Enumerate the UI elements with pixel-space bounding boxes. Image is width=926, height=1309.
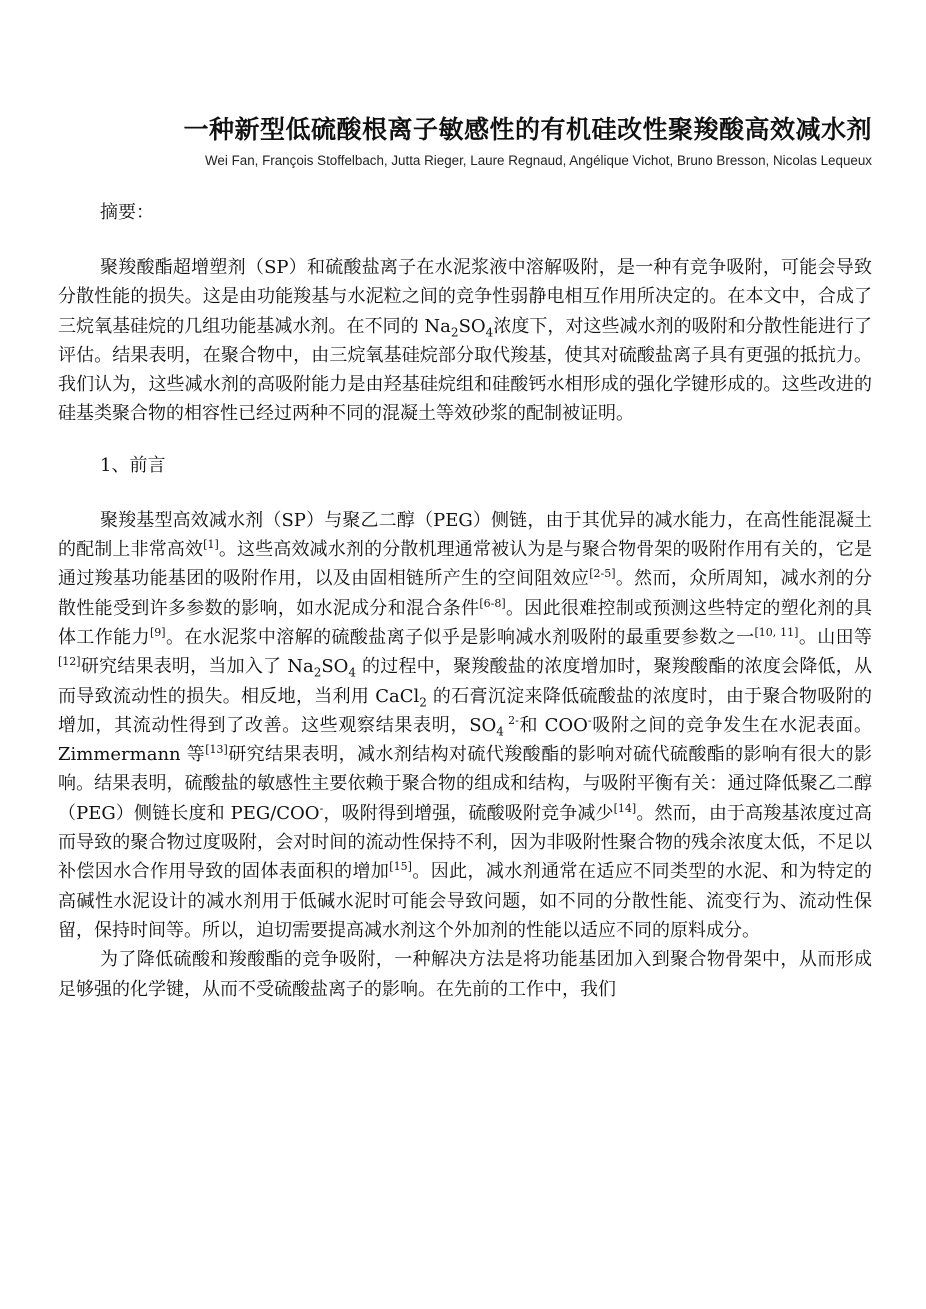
- paper-title: 一种新型低硫酸根离子敏感性的有机硅改性聚羧酸高效减水剂: [183, 115, 872, 144]
- citation-ref: [6-8]: [479, 596, 506, 610]
- citation-ref: [9]: [149, 625, 166, 639]
- citation-ref: [1]: [203, 538, 219, 552]
- paper-page: [58, 110, 872, 1004]
- citation-ref: [14]: [613, 801, 637, 815]
- intro-paragraph-2: 为了降低硫酸和羧酸酯的竞争吸附，一种解决方法是将功能基团加入到聚合物骨架中，从而形成足够强的化学键，从而不受硫酸盐离子的影响。在先前的工作中，我们: [58, 949, 872, 1000]
- citation-ref: [10, 11]: [754, 625, 799, 639]
- author-list: Wei Fan, François Stoffelbach, Jutta Rieger, Laure Regnaud, Angélique Vichot, Bruno Bresson, Nicolas Lequeux: [205, 153, 872, 168]
- citation-ref: [15]: [389, 860, 412, 874]
- citation-ref: [2-5]: [589, 567, 616, 581]
- section-heading-introduction: 1、前言: [100, 454, 166, 476]
- citation-ref: [12]: [58, 655, 81, 669]
- abstract-paragraph: 聚羧酸酯超增塑剂（SP）和硫酸盐离子在水泥浆液中溶解吸附，是一种有竞争吸附，可能会导致分散性能的损失。这是由功能羧基与水泥粒之间的竞争性弱静电相互作用所决定的。在本文中，合成了三烷氧基硅烷的几组功能基减水剂。在不同的 $Na_2SO_4$浓度下，对这些减水剂的吸附和分散性能进行了评估。结果表明，在聚合物中，由三烷氧基硅烷部分取代羧基，使其对硫酸盐离子具有更强的抵抗力。我们认为，这些减水剂的高吸附能力是由羟基硅烷组和硅酸钙水相形成的强化学键形成的。这些改进的硅基类聚合物的相容性已经过两种不同的混凝土等效砂浆的配制被证明。: [58, 257, 873, 425]
- citation-ref: [13]: [205, 743, 228, 757]
- abstract-heading: 摘要：: [100, 202, 154, 223]
- intro-paragraph-1: 聚羧基型高效减水剂（SP）与聚乙二醇（PEG）侧链，由于其优异的减水能力，在高性能混凝土的配制上非常高效[1]。这些高效减水剂的分散机理通常被认为是与聚合物骨架的吸附作用有关的，它是通过羧基功能基团的吸附作用，以及由固相链所产生的空间阻效应[2-5]。然而，众所周知，减水剂的分散性能受到许多参数的影响，如水泥成分和混合条件[6-8]。因此很难控制或预测这些特定的塑化剂的具体工作能力[9]。在水泥浆中溶解的硫酸盐离子似乎是影响减水剂吸附的最重要参数之一[10, 11]。山田等[12]研究结果表明，当加入了 $Na_2SO_4$ 的过程中，聚羧酸盐的浓度增加时，聚羧酸酯的浓度会降低，从而导致流动性的损失。相反地，当利用 CaCl$_2$ 的石膏沉淀来降低硫酸盐的浓度时，由于聚合物吸附的增加，其流动性得到了改善。这些观察结果表明，$SO_4$ $^{2-}$和 COO-吸附之间的竞争发生在水泥表面。Zimmermann 等[13]研究结果表明，减水剂结构对硫代羧酸酯的影响对硫代硫酸酯的影响有很大的影响。结果表明，硫酸盐的敏感性主要依赖于聚合物的组成和结构，与吸附平衡有关：通过降低聚乙二醇（PEG）侧链长度和 PEG/COO-，吸附得到增强，硫酸吸附竞争减少[14]。然而，由于高羧基浓度过高而导致的聚合物过度吸附，会对时间的流动性保持不利，因为非吸附性聚合物的残余浓度太低，不足以补偿因水合作用导致的固体表面积的增加[15]。因此，减水剂通常在适应不同类型的水泥、和为特定的高碱性水泥设计的减水剂用于低碱水泥时可能会导致问题，如不同的分散性能、流变行为、流动性保留，保持时间等。所以，迫切需要提高减水剂这个外加剂的性能以适应不同的原料成分。: [58, 509, 873, 941]
